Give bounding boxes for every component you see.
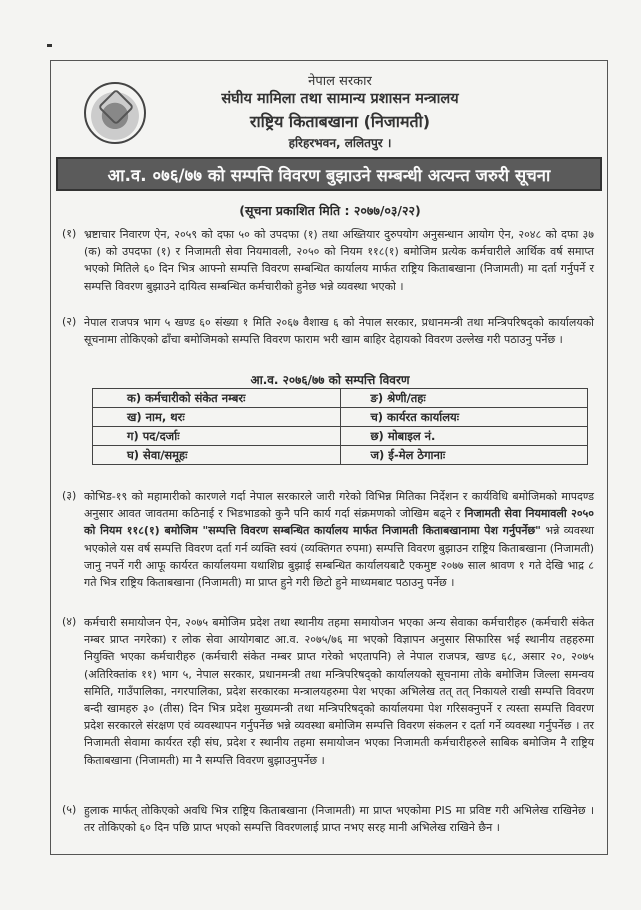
table-cell: क) कर्मचारीको संकेत नम्बरः	[93, 389, 341, 408]
scan-mark	[47, 44, 52, 47]
paragraph-3-text: कोभिड-१९ को महामारीको कारणले गर्दा नेपाल सरकारले जारी गरेको विभिन्न मितिका निर्देशन र कार्यविधि बमोजिमको मापदण्ड अनुसार आवत जावतमा कठिनाई र भिडभाडको कुनै पनि कार्य गर्दा संक्रमणको जोखिम बढ्ने र	[84, 490, 594, 521]
paragraph-3-emphasis: निजामती सेवा नियमावली २०५० को नियम ११८(१) बमोजिम "सम्पत्ति विवरण सम्बन्धित कार्यालय मार्फत निजामती किताबखानामा पेश गर्नुपर्नेछ"	[84, 507, 594, 538]
table-cell: ङ) श्रेणी/तहः	[340, 389, 588, 408]
nepal-emblem-icon	[84, 82, 146, 144]
paragraph-1-number: (१)	[62, 227, 77, 240]
paragraph-3	[84, 488, 594, 591]
paragraph-3-text-cont: भन्ने व्यवस्था भएकोले यस वर्ष सम्पत्ति विवरण दर्ता गर्न व्यक्ति स्वयं (व्यक्तिगत रुपमा) सम्पत्ति विवरण बुझाउन राष्ट्रिय किताबखाना (निजामती) जानु नपर्ने गरी आफू कार्यरत कार्यालयमा यथाशिघ्र बुझाई सम्बन्धित कार्यालयबाटै एकमुष्ट २०७७ साल श्रावण १ गते देखि भाद्र ८ गते भित्र राष्ट्रिय किताबखाना (निजामती) मा प्राप्त हुने गरी छिटो हुने माध्यमबाट पठाउनु पर्नेछ ।	[84, 524, 594, 590]
office-address: हरिहरभवन, ललितपुर ।	[288, 136, 392, 150]
notice-title-banner: आ.व. ०७६/७७ को सम्पत्ति विवरण बुझाउने सम्बन्धी अत्यन्त जरुरी सूचना	[56, 157, 602, 191]
table-row	[93, 446, 588, 465]
table-cell: घ) सेवा/समूहः	[93, 446, 341, 465]
table-cell: छ) मोबाइल नं.	[340, 427, 588, 446]
envelope-details-table	[92, 388, 588, 465]
paragraph-4: कर्मचारी समायोजन ऐन, २०७५ बमोजिम प्रदेश तथा स्थानीय तहमा समायोजन भएका अन्य सेवाका कर्मचारीहरु (कर्मचारी संकेत नम्बर प्राप्त नगरेका) र लोक सेवा आयोगबाट आ.व. २०७५/७६ मा भएको विज्ञापन अनुसार सिफारिस भई स्थानीय तहहरुमा नियुक्ति भएका कर्मचारीहरु (कर्मचारी संकेत नम्बर प्राप्त गरेको भएतापनि) ले नेपाल राजपत्र, खण्ड ६८, असार २०, २०७५ (अतिरिक्तांक ११) भाग ५, नेपाल सरकार, प्रधानमन्त्री तथा मन्त्रिपरिषद्को कार्यालयको सूचनामा तोके बमोजिम जिल्ला समन्वय समिति, गाउँपालिका, नगरपालिका, प्रदेश सरकारका मन्त्रालयहरुमा पेश भएका अभिलेख तत् तत् निकायले राखी सम्पत्ति विवरण बन्दी खामहरु ३० (तीस) दिन भित्र प्रदेश मुख्यमन्त्री तथा मन्त्रिपरिषद्को कार्यालयमा पेश गरिसक्नुपर्ने र त्यस्ता सम्पत्ति विवरण प्रदेश सरकारले संरक्षण एवं व्यवस्थापन गर्नुपर्नेछ भन्ने व्यवस्था बमोजिम सम्पत्ति विवरण संकलन र दर्ता गर्ने व्यवस्था गर्नुपर्नेछ । तर निजामती सेवामा कार्यरत रही संघ, प्रदेश र स्थानीय तहमा समायोजन भएका निजामती कर्मचारीहरुले साबिक बमोजिम नै राष्ट्रिय किताबखाना (निजामती) मा नै सम्पत्ति विवरण बुझाउनुपर्नेछ ।	[84, 616, 594, 767]
table-row	[93, 427, 588, 446]
paragraph-5-number: (५)	[62, 803, 77, 816]
table-cell: ख) नाम, थरः	[93, 408, 341, 427]
paragraph-3-number: (३)	[62, 489, 77, 502]
publication-date: (सूचना प्रकाशित मिति : २०७७/०३/२२)	[239, 203, 421, 218]
paragraph-4-number: (४)	[62, 615, 77, 628]
table-title: आ.व. २०७६/७७ को सम्पत्ति विवरण	[250, 373, 410, 387]
table-cell: च) कार्यरत कार्यालयः	[340, 408, 588, 427]
paragraph-5: हुलाक मार्फत् तोकिएको अवधि भित्र राष्ट्रिय किताबखाना (निजामती) मा प्राप्त भएकोमा PIS मा प्रविष्ट गरी अभिलेख राखिनेछ । तर तोकिएको ६० दिन पछि प्राप्त भएको सम्पत्ति विवरणलाई प्राप्त नभए सरह मानी अभिलेख राखिने छैन ।	[84, 804, 594, 835]
office-name: राष्ट्रिय किताबखाना (निजामती)	[249, 112, 431, 131]
table-row	[93, 389, 588, 408]
table-cell: ज) ई-मेल ठेगानाः	[340, 446, 588, 465]
paragraph-2: नेपाल राजपत्र भाग ५ खण्ड ६० संख्या १ मिति २०६७ वैशाख ६ को नेपाल सरकार, प्रधानमन्त्री तथा मन्त्रिपरिषद्को कार्यालयको सूचनामा तोकिएको ढाँचा बमोजिमको सम्पत्ति विवरण फाराम भरी खाम बाहिर देहायको विवरण उल्लेख गरी पठाउनु पर्नेछ ।	[84, 316, 594, 347]
table-cell: ग) पद/दर्जाः	[93, 427, 341, 446]
paragraph-2-number: (२)	[62, 315, 77, 328]
ministry-name: संघीय मामिला तथा सामान्य प्रशासन मन्त्रालय	[221, 91, 459, 107]
table-row	[93, 408, 588, 427]
paragraph-1: भ्रष्टाचार निवारण ऐन, २०५९ को दफा ५० को उपदफा (१) तथा अख्तियार दुरुपयोग अनुसन्धान आयोग ऐन, २०४८ को दफा ३७ (क) को उपदफा (१) र निजामती सेवा नियमावली, २०५० को नियम ११८(१) बमोजिम प्रत्येक कर्मचारीले आर्थिक वर्ष समाप्त भएको मितिले ६० दिन भित्र आफ्नो सम्पत्ति विवरण सम्बन्धित कार्यालय मार्फत राष्ट्रिय किताबखाना (निजामती) मा दर्ता गर्नुपर्ने र सम्पत्ति विवरण बुझाउने दायित्व सम्बन्धित कर्मचारीको हुनेछ भन्ने व्यवस्था भएको ।	[84, 228, 594, 293]
government-name: नेपाल सरकार	[308, 74, 372, 89]
